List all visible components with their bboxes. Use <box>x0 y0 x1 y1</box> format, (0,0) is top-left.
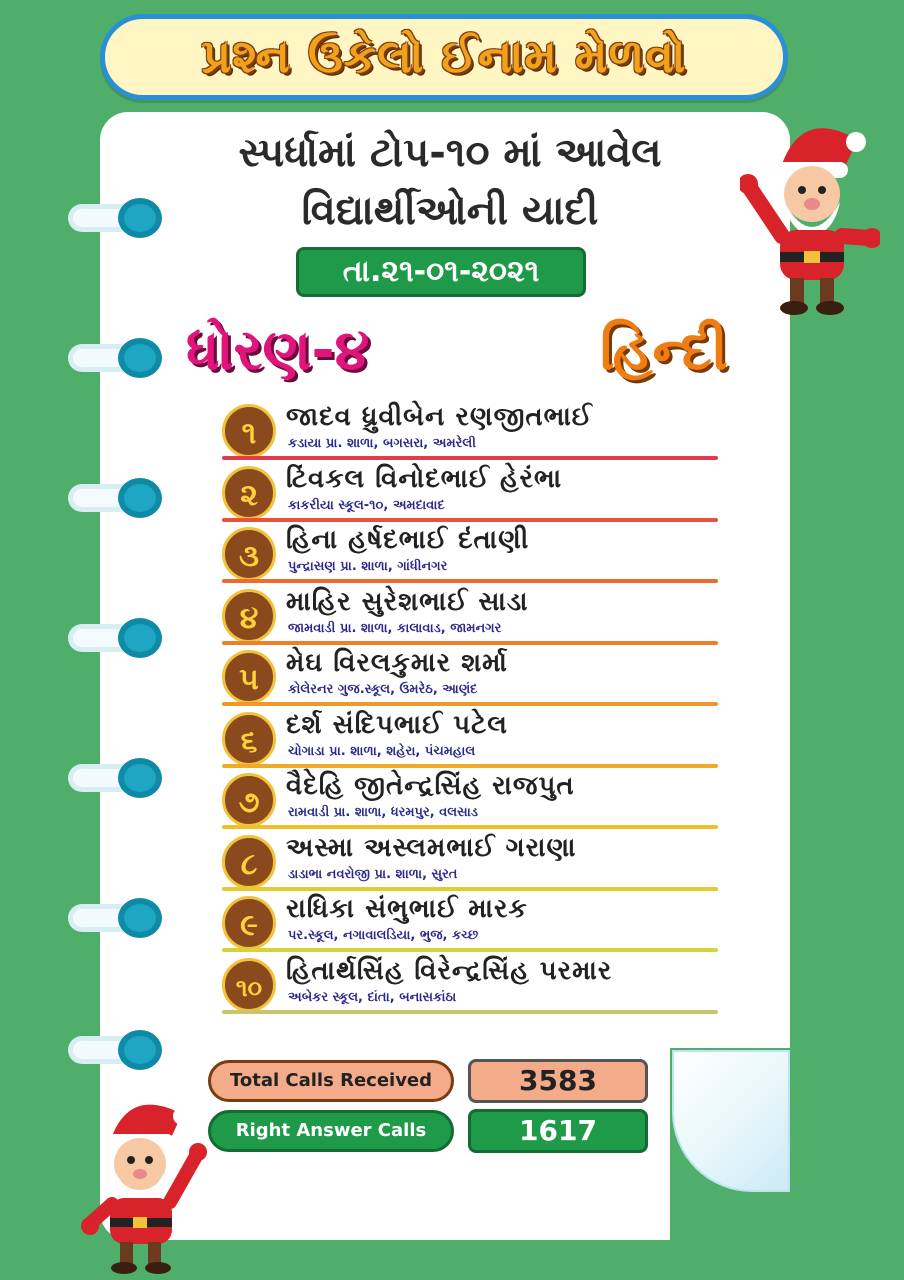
school-name: કડાયા પ્રા. શાળા, બગસરા, અમરેલી <box>288 436 476 451</box>
divider-line <box>222 641 718 645</box>
student-name: હિના હર્ષદભાઈ દંતાણી <box>286 525 530 555</box>
divider-line <box>222 579 718 583</box>
student-name: હિતાર્થસિંહ વિરેન્દ્રસિંહ પરમાર <box>286 955 613 986</box>
student-name: રાધિકા સંભુભાઈ મારક <box>286 894 528 924</box>
school-name: રામવાડી પ્રા. શાળા, ધરમપુર, વલસાડ <box>288 805 478 820</box>
divider-line <box>222 702 718 706</box>
school-name: ડાડાભા નવરોજી પ્રા. શાળા, સુરત <box>288 866 458 882</box>
subject-label: હિન્દી <box>600 318 728 383</box>
rank-badge: ૧ <box>222 404 276 458</box>
rank-badge: ૫ <box>222 650 276 704</box>
rank-badge: ૭ <box>222 773 276 827</box>
divider-line <box>222 887 718 891</box>
binder-ring <box>68 1030 160 1070</box>
topper-entry <box>222 646 718 706</box>
school-name: પર.સ્કૂલ, નગાવાલડિયા, ભુજ, કચ્છ <box>288 928 479 943</box>
topper-entry <box>222 769 718 829</box>
school-name: ચોગાડા પ્રા. શાળા, શહેરા, પંચમહાલ <box>288 743 476 759</box>
page-title <box>130 124 770 240</box>
topper-entry <box>222 462 718 522</box>
binder-ring <box>68 898 160 938</box>
topper-entry <box>222 708 718 768</box>
binder-ring <box>68 338 160 378</box>
santa-icon <box>78 1090 208 1276</box>
divider-line <box>222 456 718 460</box>
school-name: અબેકર સ્કૂલ, દાંતા, બનાસકાંઠા <box>288 989 457 1005</box>
student-name: દર્શ સંદિપભાઈ પટેલ <box>286 709 508 740</box>
topper-entry <box>222 831 718 891</box>
school-name: કોલેરનર ગુજ.સ્કૂલ, ઉમરેઠ, આણંદ <box>288 682 478 697</box>
topper-entry <box>222 523 718 583</box>
total-calls-label: Total Calls Received <box>208 1060 454 1102</box>
divider-line <box>222 1010 718 1014</box>
rank-badge: ૨ <box>222 466 276 520</box>
student-name: વૈદેહિ જીતેન્દ્રસિંહ રાજપુત <box>286 771 575 801</box>
topper-entry <box>222 585 718 645</box>
banner-title: પ્રશ્ન ઉકેલો ઈનામ મેળવો <box>201 29 687 83</box>
student-name: મેઘ વિરલકુમાર શર્મા <box>286 648 508 678</box>
student-name: જાદવ ધ્રુવીબેન રણજીતભાઈ <box>286 402 593 432</box>
right-answer-label: Right Answer Calls <box>208 1110 454 1152</box>
rank-badge: ૯ <box>222 896 276 950</box>
divider-line <box>222 948 718 952</box>
student-name: અસ્મા અસ્લમભાઈ ગરાણા <box>286 832 577 863</box>
santa-icon <box>740 112 880 318</box>
title-line-1: સ્પર્ધામાં ટોપ-૧૦ માં આવેલ <box>238 130 662 176</box>
topper-entry <box>222 954 718 1014</box>
binder-ring <box>68 618 160 658</box>
date-badge: તા.૨૧-૦૧-૨૦૨૧ <box>296 247 586 297</box>
topper-entry <box>222 892 718 952</box>
divider-line <box>222 825 718 829</box>
rank-badge: ૬ <box>222 712 276 766</box>
grade-label: ધોરણ-૪ <box>186 318 370 383</box>
divider-line <box>222 764 718 768</box>
header-banner <box>100 14 788 100</box>
rank-badge: ૧૦ <box>222 958 276 1012</box>
binder-ring <box>68 758 160 798</box>
topper-entry <box>222 400 718 460</box>
student-name: ટિંવકલ વિનોદભાઈ હેરંભા <box>286 463 563 494</box>
school-name: જામવાડી પ્રા. શાળા, કાલાવાડ, જામનગર <box>288 620 502 636</box>
divider-line <box>222 518 718 522</box>
binder-ring <box>68 478 160 518</box>
right-answer-value: 1617 <box>468 1109 648 1153</box>
rank-badge: ૩ <box>222 527 276 581</box>
school-name: કાકરીયા સ્કૂલ-૧૦, અમદાવાદ <box>288 497 445 513</box>
student-name: માહિર સુરેશભાઈ સાડા <box>286 586 529 617</box>
total-calls-value: 3583 <box>468 1059 648 1103</box>
rank-badge: ૪ <box>222 589 276 643</box>
school-name: પુન્દ્રાસણ પ્રા. શાળા, ગાંધીનગર <box>288 559 448 574</box>
title-line-2: વિદ્યાર્થીઓની યાદી <box>301 188 599 234</box>
rank-badge: ૮ <box>222 835 276 889</box>
